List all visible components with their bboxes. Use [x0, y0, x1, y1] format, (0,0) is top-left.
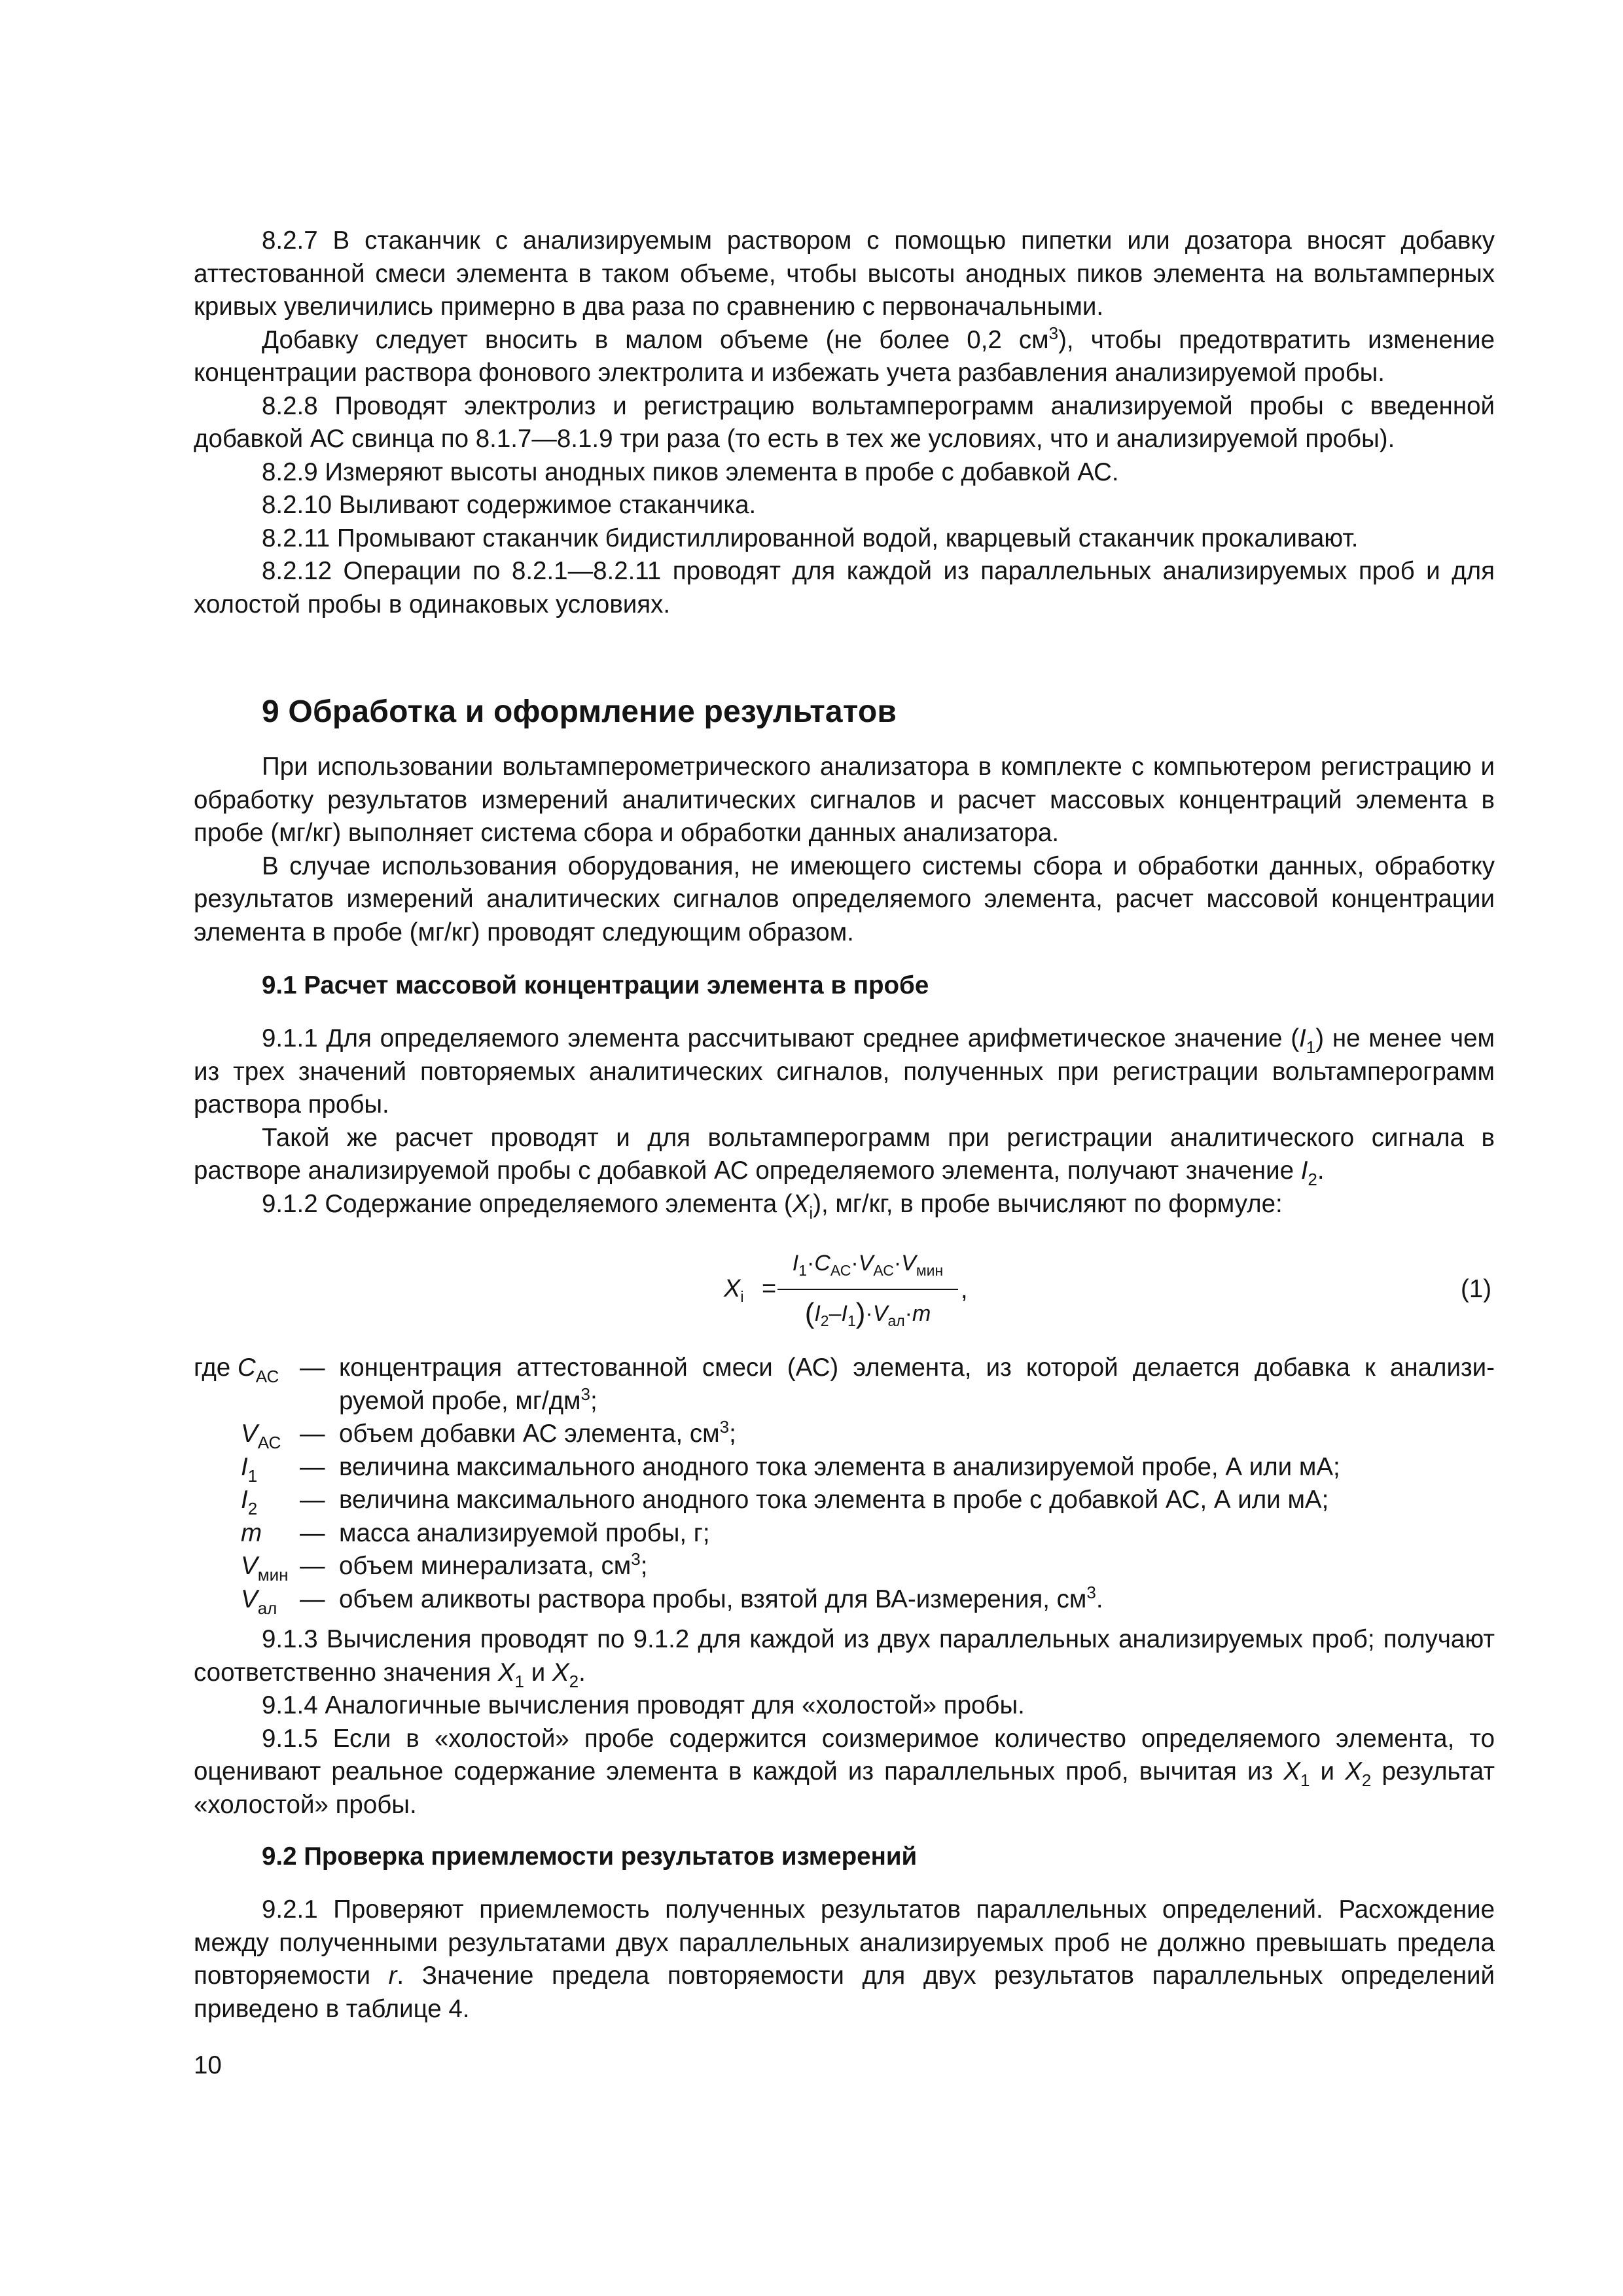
- definition-text: концентрация аттестованной смеси (АС) элемента, из которой делается добавка к анализируемой пробе, $мг/дм^3$;: [339, 1354, 1495, 1415]
- paragraph-9-intro-1: При использовании вольтамперометрического анализатора в комплекте с компьютером регистрацию и обработку результатов измерений аналитических сигналов и расчет массовых концентраций элемента в пробе (мг/кг) выполняет система сбора и обработки данных анализатора.: [194, 753, 1495, 847]
- definition-dash: —: [300, 1354, 325, 1382]
- definition-text: масса анализируемой пробы, г;: [339, 1518, 710, 1547]
- definition-term: $I_1$: [241, 1452, 258, 1486]
- definition-term: $I_2$: [241, 1486, 258, 1518]
- definition-dash: —: [300, 1420, 325, 1448]
- definition-term: m: [241, 1518, 262, 1547]
- definition-text: объем минерализата, $см^3$;: [339, 1549, 648, 1580]
- section-9-2-body: [194, 1893, 1495, 2026]
- definition-row: [194, 1484, 1495, 1517]
- formula-numerator: $I_1\cdot C_{АС}\cdot V_{АС}\cdot V_{мин}$: [792, 1251, 944, 1279]
- definition-row: [194, 1451, 1495, 1484]
- paragraph-8-2-12: 8.2.12 Операции по 8.2.1—8.2.11 проводят для каждой из параллельных анализируемых проб и для холостой пробы в одинаковых условиях.: [194, 557, 1495, 619]
- paragraph-8-2-7: 8.2.7 В стаканчик с анализируемым раствором с помощью пипетки или дозатора вносят добавку аттестованной смеси элемента в таком объеме, чтобы высоты анодных пиков элемента на вольтамперных кривых увеличились примерно в два раза по сравнению с первоначальными.: [194, 226, 1495, 321]
- definition-text: величина максимального анодного тока элемента в анализируемой пробе, А или мА;: [339, 1452, 1340, 1481]
- formula-lhs: $X_i$: [724, 1275, 744, 1305]
- definition-row: [194, 1352, 1495, 1418]
- paragraph-8-2-8: 8.2.8 Проводят электролиз и регистрацию вольтамперограмм анализируемой пробы с введенной добавкой АС свинца по 8.1.7—8.1.9 три раза (то есть в тех же условиях, что и анализируемой пробы).: [194, 391, 1495, 453]
- definition-dash: —: [300, 1585, 325, 1613]
- formula-number: (1): [1461, 1275, 1492, 1303]
- definition-text: величина максимального анодного тока элемента в пробе с добавкой АС, А или мА;: [339, 1486, 1329, 1514]
- formula-denominator: $(I_2-I_1)\cdot V_{ал}\cdot m$: [804, 1297, 931, 1329]
- definition-term: $V_{АС}$: [241, 1420, 281, 1452]
- paragraph-9-2-1: 9.2.1 Проверяют приемлемость полученных результатов параллельных определений. Расхождение между полученными результатами двух параллельных анализируемых проб не должно превышать предела повторяемости r. Значение предела повторяемости для двух результатов параллельных определений приведено в таблице 4.: [194, 1895, 1495, 2023]
- paragraph-9-1-1-b: Такой же расчет проводят и для вольтамперограмм при регистрации аналитического сигнала в растворе анализируемой пробы с добавкой АС определяемого элемента, получают значение $I_2$.: [194, 1123, 1495, 1189]
- definition-dash: —: [300, 1486, 325, 1514]
- definition-text: объем добавки АС элемента, $см^3$;: [339, 1417, 736, 1448]
- definition-term: где $C_{АС}$: [194, 1354, 279, 1386]
- definition-row: [194, 1550, 1495, 1583]
- paragraph-8-2-7-note: Добавку следует вносить в малом объеме (не более 0,2 $см^3$), чтобы предотвратить изменение концентрации раствора фонового электролита и избежать учета разбавления анализируемой пробы.: [194, 323, 1495, 387]
- definition-dash: —: [300, 1552, 325, 1580]
- definition-row: [194, 1517, 1495, 1551]
- paragraph-8-2-10: 8.2.10 Выливают содержимое стаканчика.: [262, 491, 757, 519]
- formula-1: [0, 1239, 1623, 1337]
- definition-text: объем аликвоты раствора пробы, взятой для ВА-измерения, $см^3$.: [339, 1582, 1103, 1613]
- formula-comma: ,: [961, 1276, 968, 1304]
- paragraph-9-intro-2: В случае использования оборудования, не имеющего системы сбора и обработки данных, обработку результатов измерений аналитических сигналов определяемого элемента, расчет массовой концентрации элемента в пробе (мг/кг) проводят следующим образом.: [194, 852, 1495, 946]
- definition-row: [194, 1583, 1495, 1617]
- section-9-heading: 9 Обработка и оформление результатов: [262, 694, 897, 729]
- paragraph-9-1-2: 9.1.2 Содержание определяемого элемента $(X_i)$, мг/кг, в пробе вычисляют по формуле:: [262, 1189, 1283, 1223]
- paragraph-8-2-9: 8.2.9 Измеряют высоты анодных пиков элемента в пробе с добавкой АС.: [262, 457, 1119, 486]
- definition-dash: —: [300, 1518, 325, 1547]
- page-number: 10: [194, 2051, 222, 2079]
- formula-definitions: [194, 1352, 1495, 1616]
- section-9-1-body: [194, 1022, 1495, 1221]
- paragraph-9-1-1: 9.1.1 Для определяемого элемента рассчитывают среднее арифметическое значение $(I_1)$ не менее чем из трех значений повторяемых аналитических сигналов, полученных при регистрации вольтамперограмм раствора пробы.: [194, 1024, 1495, 1119]
- section-9-2-heading: 9.2 Проверка приемлемости результатов измерений: [262, 1842, 918, 1871]
- section-9-1-continued: [194, 1623, 1495, 1821]
- section-9-1-heading: 9.1 Расчет массовой концентрации элемента в пробе: [262, 971, 929, 999]
- paragraph-8-2-11: 8.2.11 Промывают стаканчик бидистиллированной водой, кварцевый стаканчик прокаливают.: [262, 524, 1359, 552]
- formula-fraction-bar: [777, 1289, 958, 1290]
- paragraph-9-1-3: 9.1.3 Вычисления проводят по 9.1.2 для каждой из двух параллельных анализируемых проб; получают соответственно значения $X_1$ и $X_2$.: [194, 1625, 1495, 1691]
- section-9-intro: [194, 751, 1495, 949]
- definition-term: $V_{мин}$: [241, 1552, 289, 1585]
- paragraph-9-1-4: 9.1.4 Аналогичные вычисления проводят для «холостой» пробы.: [262, 1691, 1025, 1719]
- paragraph-9-1-5: 9.1.5 Если в «холостой» пробе содержится соизмеримое количество определяемого элемента, то оценивают реальное содержание элемента в каждой из параллельных проб, вычитая из $X_1$ и $X_2$ результат «холостой» пробы.: [194, 1724, 1495, 1819]
- formula-equals: =: [762, 1275, 777, 1302]
- section-8-2-continued: [194, 224, 1495, 621]
- definition-term: $V_{ал}$: [241, 1585, 277, 1618]
- definition-dash: —: [300, 1452, 325, 1481]
- definition-row: [194, 1418, 1495, 1451]
